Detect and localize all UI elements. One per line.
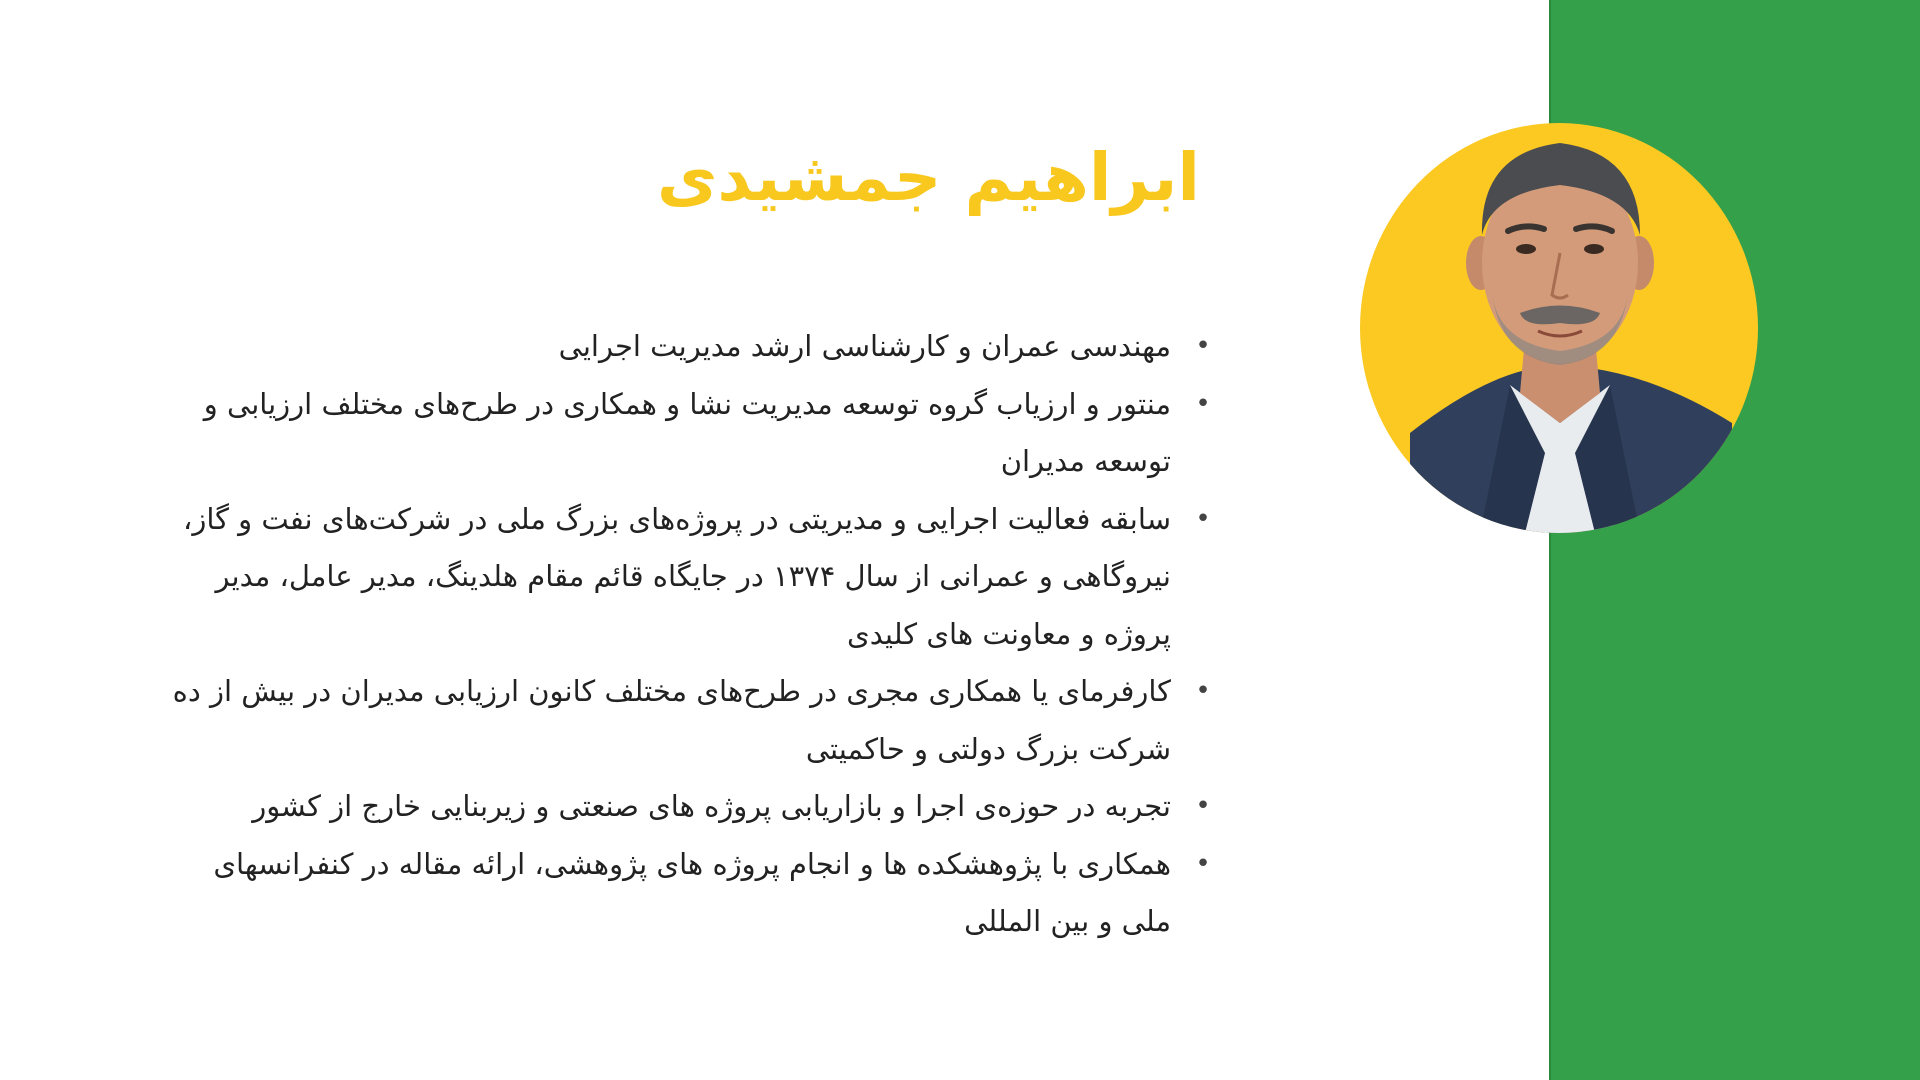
portrait-photo-icon [1360, 123, 1758, 533]
list-item [161, 778, 1211, 836]
list-item [161, 318, 1211, 376]
list-item-text: تجربه در حوزه‌ی اجرا و بازاریابی پروژه های صنعتی و زیربنایی خارج از کشور [252, 789, 1171, 823]
list-item [161, 491, 1211, 664]
list-item-text: منتور و ارزیاب گروه توسعه مدیریت نشا و همکاری در طرح‌های مختلف ارزیابی و توسعه مدیران [203, 386, 1171, 478]
bullet-dot: • [1195, 331, 1211, 361]
list-item-text: مهندسی عمران و کارشناسی ارشد مدیریت اجرایی [558, 329, 1171, 363]
list-item-text: سابقه فعالیت اجرایی و مدیریتی در پروژه‌های بزرگ ملی در شرکت‌های نفت و گاز، نیروگاهی و عمرانی از سال ۱۳۷۴ در جایگاه قائم مقام هلدینگ، مدیر عامل، مدیر پروژه و معاونت های کلیدی [182, 501, 1171, 651]
bullet-dot: • [1195, 791, 1211, 821]
bullet-dot: • [1195, 388, 1211, 419]
list-item-text: کارفرمای یا همکاری مجری در طرح‌های مختلف کانون ارزیابی مدیران در بیش از ده شرکت بزرگ دولتی و حاکمیتی [172, 674, 1171, 766]
portrait-photo [1360, 123, 1758, 533]
page-title: ابراهیم جمشیدی [656, 139, 1200, 216]
list-item [161, 836, 1211, 951]
list-item [161, 376, 1211, 491]
list-item-text: همکاری با پژوهشکده ها و انجام پروژه های پژوهشی، ارائه مقاله در کنفرانسهای ملی و بین المللی [213, 846, 1171, 938]
bullet-dot: • [1195, 503, 1211, 534]
bullet-list [161, 318, 1211, 951]
list-item [161, 663, 1211, 778]
bullet-dot: • [1195, 848, 1211, 879]
bullet-dot: • [1195, 676, 1211, 706]
